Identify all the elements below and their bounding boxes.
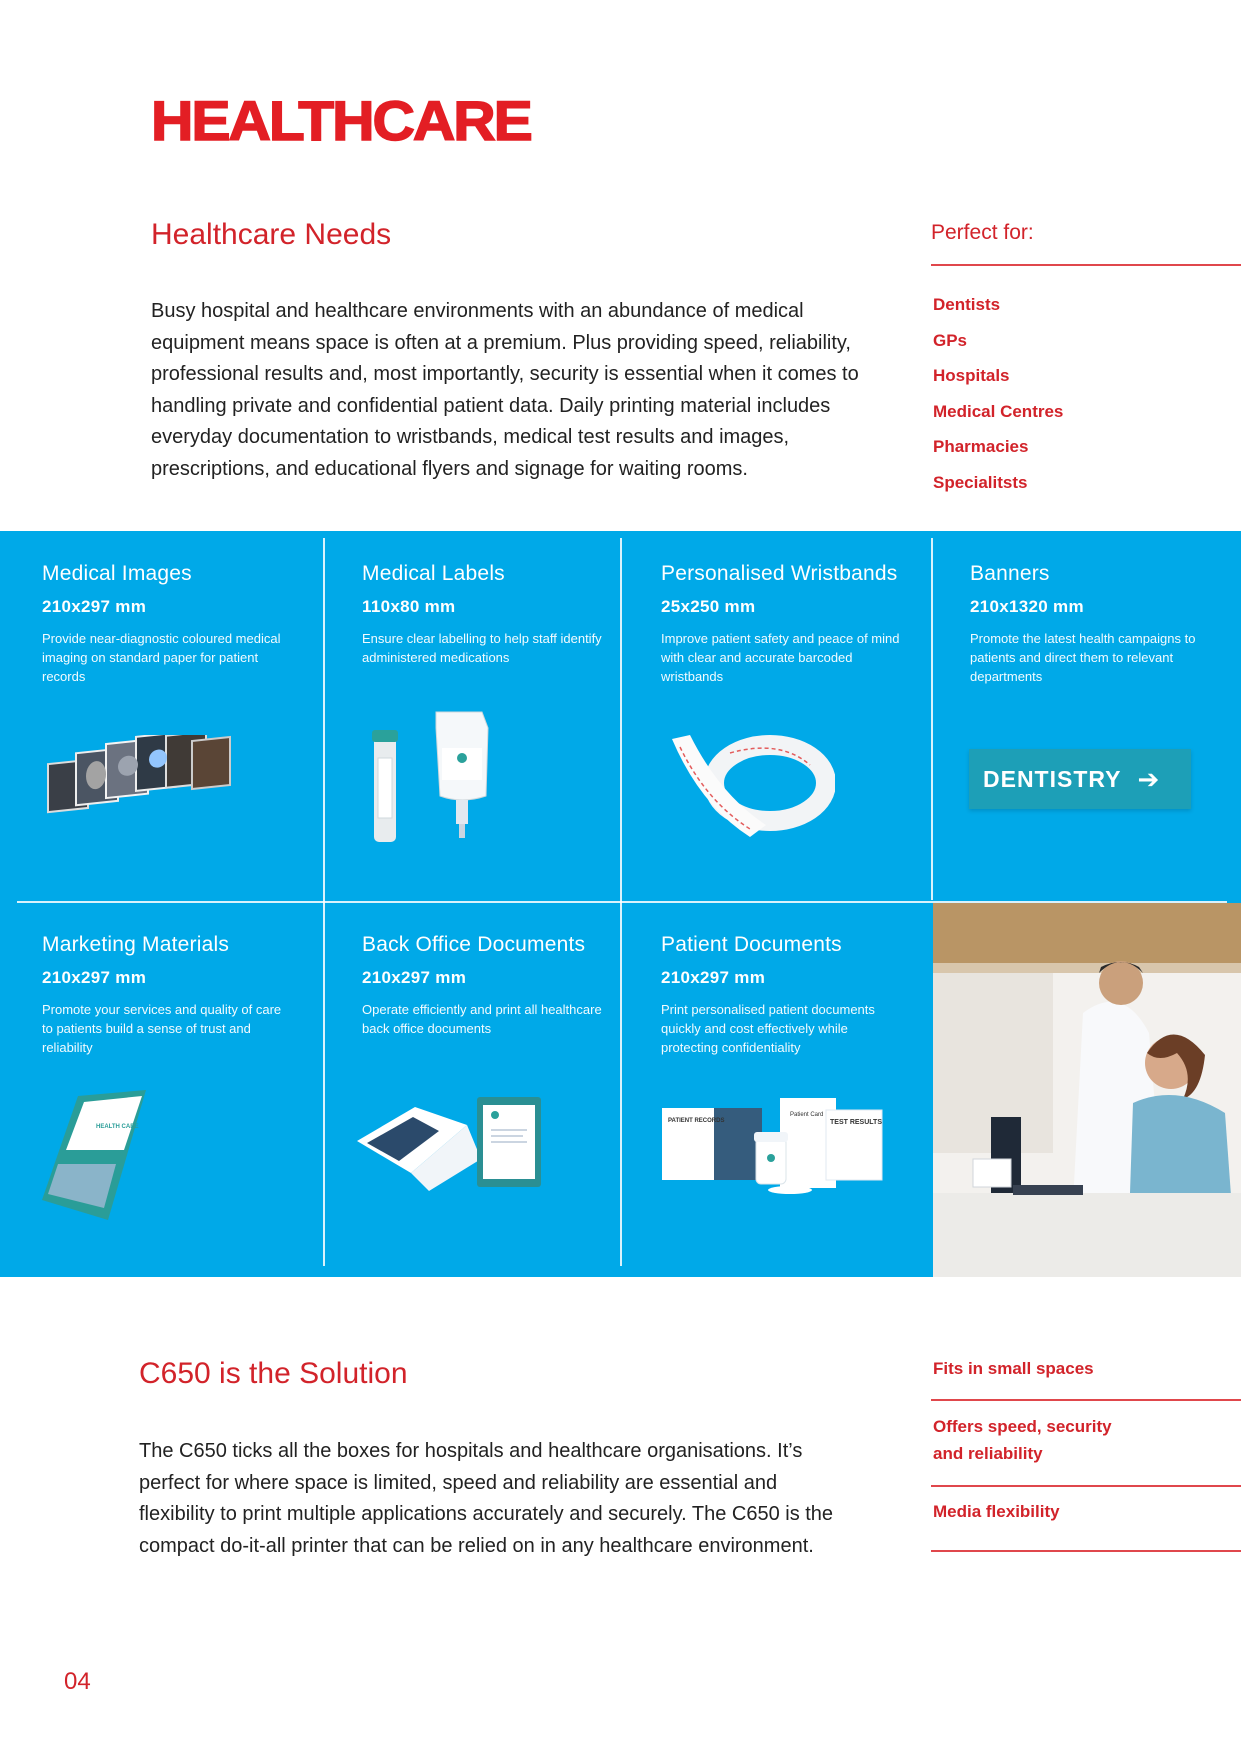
application-back-office — [362, 932, 602, 1038]
application-description: Ensure clear labelling to help staff identify administered medications — [362, 631, 602, 665]
banner-label: DENTISTRY — [983, 765, 1122, 792]
application-title: Medical Images — [42, 562, 192, 585]
application-medical-labels — [362, 561, 602, 667]
application-description: Print personalised patient documents quickly and cost effectively while protecting confidentiality — [661, 1002, 875, 1055]
application-size: 110x80 mm — [362, 597, 456, 616]
dentistry-banner-sample — [969, 749, 1191, 809]
medical-images-illustration — [40, 735, 240, 820]
perfect-for-list — [933, 295, 1063, 508]
healthcare-needs-heading: Healthcare Needs — [151, 218, 392, 251]
arrow-right-icon: ➔ — [1137, 763, 1161, 794]
benefit-item: Fits in small spaces — [933, 1359, 1094, 1378]
wristband-illustration — [660, 725, 835, 855]
application-title: Marketing Materials — [42, 933, 230, 956]
perfect-for-item: Dentists — [933, 295, 1001, 314]
document-text: Patient Card — [790, 1112, 824, 1118]
perfect-for-divider — [931, 264, 1241, 266]
benefit-divider — [931, 1550, 1241, 1552]
application-title: Patient Documents — [661, 933, 842, 956]
application-marketing-materials — [42, 932, 282, 1057]
grid-divider — [931, 538, 933, 900]
perfect-for-item: Pharmacies — [933, 437, 1029, 456]
application-description: Promote your services and quality of care to patients build a sense of trust and reliability — [42, 1002, 282, 1055]
application-size: 210x297 mm — [661, 968, 766, 987]
healthcare-needs-body: Busy hospital and healthcare environments with an abundance of medical equipment means space is often at a premium. Plus providing speed, reliability, professional results and, most importantly, security is essential when it comes to handling private and confidential patient data. Daily printing material includes everyday documentation to wristbands, medical test results and images, prescriptions, and educational flyers and signage for waiting rooms. — [151, 300, 859, 480]
perfect-for-item: Medical Centres — [933, 401, 1064, 421]
application-description: Promote the latest health campaigns to patients and direct them to relevant departments — [970, 631, 1196, 684]
perfect-for-item: Specialitsts — [933, 472, 1028, 492]
back-office-documents-illustration — [355, 1095, 570, 1195]
page-title: HEALTHCARE — [151, 89, 531, 152]
application-size: 25x250 mm — [661, 597, 756, 616]
page-number: 04 — [64, 1668, 91, 1695]
benefit-item: Media flexibility — [933, 1502, 1060, 1521]
application-title: Back Office Documents — [362, 933, 586, 956]
application-size: 210x297 mm — [362, 968, 467, 987]
application-description: Provide near-diagnostic coloured medical imaging on standard paper for patient records — [42, 631, 281, 684]
application-title: Personalised Wristbands — [661, 562, 898, 585]
perfect-for-heading: Perfect for: — [931, 221, 1034, 244]
application-description: Improve patient safety and peace of mind with clear and accurate barcoded wristbands — [661, 631, 900, 684]
patient-documents-illustration — [660, 1098, 890, 1198]
application-title: Medical Labels — [362, 562, 505, 585]
benefit-item: Offers speed, security and reliability — [933, 1417, 1112, 1463]
application-medical-images — [42, 561, 282, 686]
application-banners — [970, 561, 1210, 686]
solution-heading: C650 is the Solution — [139, 1357, 408, 1390]
application-size: 210x297 mm — [42, 597, 147, 616]
application-description: Operate efficiently and print all healthcare back office documents — [362, 1002, 602, 1036]
application-wristbands — [661, 561, 901, 686]
medical-labels-illustration — [358, 708, 508, 848]
application-title: Banners — [970, 562, 1050, 585]
application-patient-documents — [661, 932, 901, 1057]
brochure-text: HEALTH CARE — [96, 1124, 139, 1130]
benefit-divider — [931, 1485, 1241, 1487]
perfect-for-item: Hospitals — [933, 366, 1010, 385]
marketing-brochure-illustration — [38, 1090, 158, 1225]
document-text: TEST RESULTS — [830, 1119, 882, 1126]
benefits-list — [931, 1355, 1241, 1552]
perfect-for-item: GPs — [933, 330, 968, 350]
application-size: 210x1320 mm — [970, 597, 1084, 616]
benefit-divider — [931, 1399, 1241, 1401]
document-text: PATIENT RECORDS — [668, 1118, 725, 1124]
healthcare-staff-photo — [933, 903, 1241, 1277]
solution-body: The C650 ticks all the boxes for hospitals and healthcare organisations. It’s perfect for where space is limited, speed and reliability are essential and flexibility to print multiple applications accurately and securely. The C650 is the compact do-it-all printer that can be relied on in any healthcare environment. — [139, 1440, 834, 1557]
application-size: 210x297 mm — [42, 968, 147, 987]
